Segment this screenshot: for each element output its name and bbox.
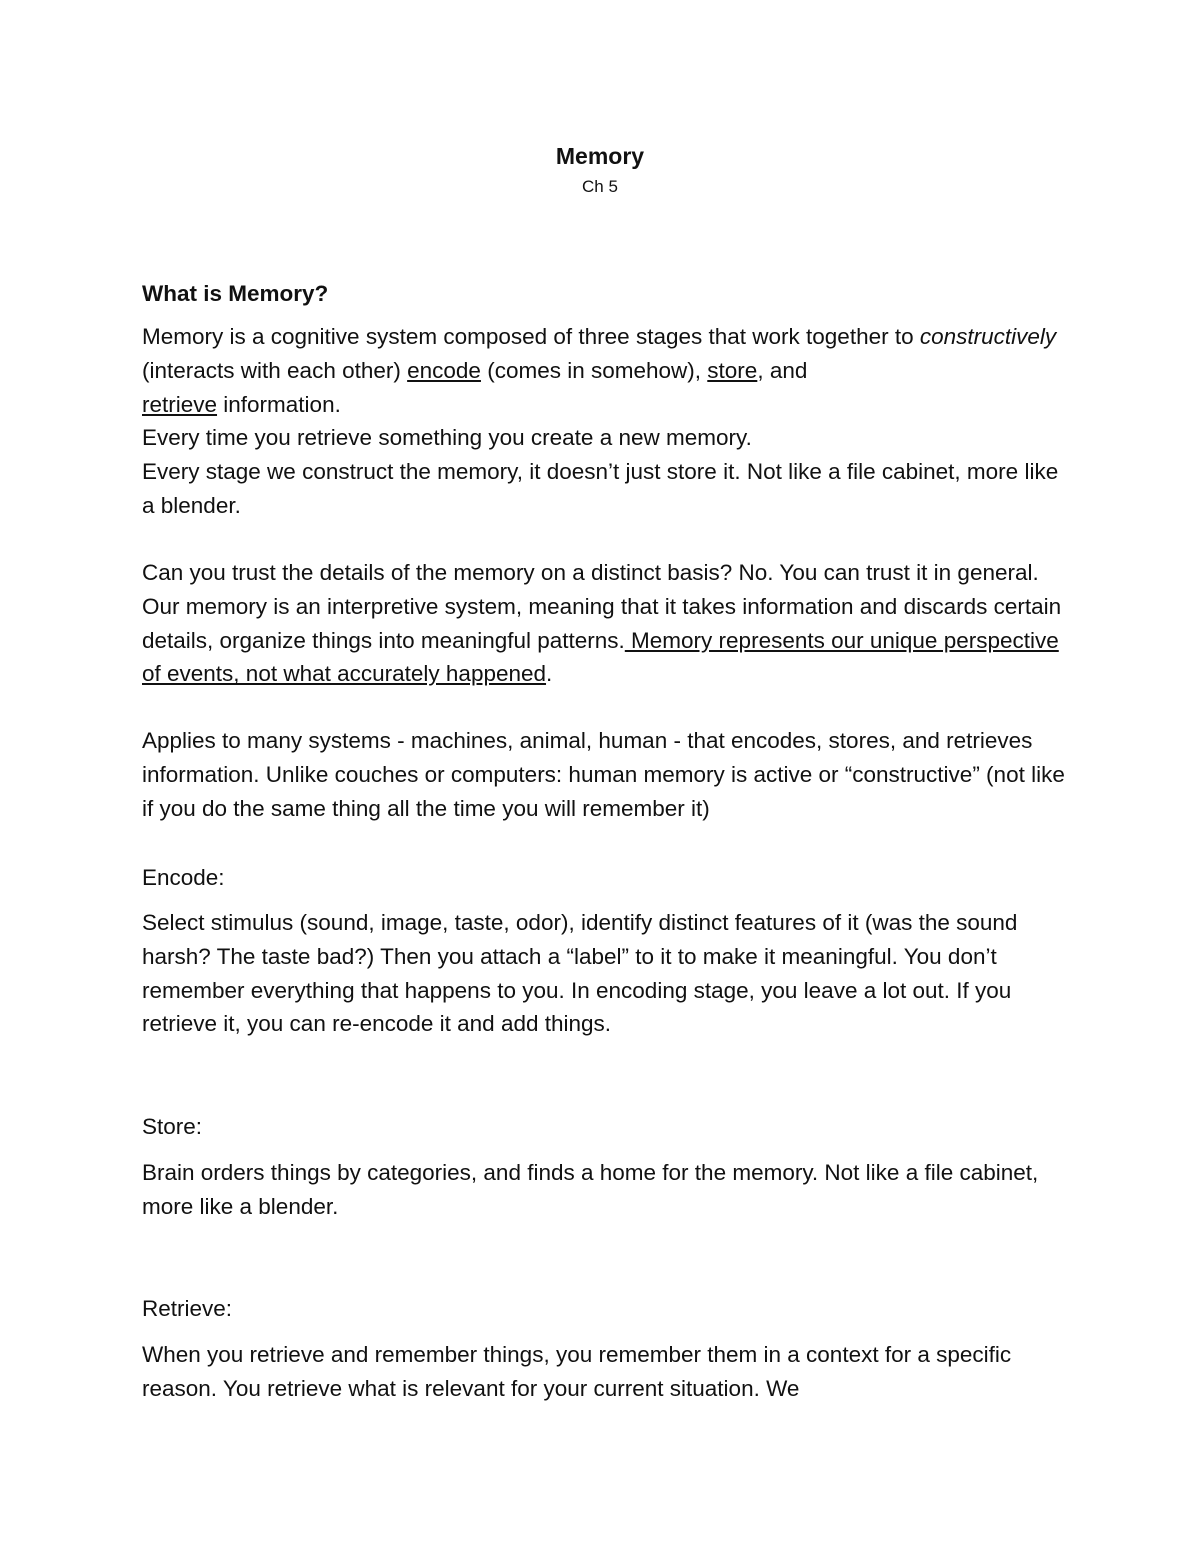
applies-paragraph: Applies to many systems - machines, animal, human - that encodes, stores, and retrieves information. Unlike couches or computers: human memory is active or “constructive” (not like if you do the same thing all the time you will remember it) <box>142 728 1065 821</box>
encode-label: Encode: <box>142 865 225 890</box>
trust-text: Can you trust the details of the memory on a distinct basis? No. You can trust it in general. Our memory is an interpretive system, meaning that it takes information and discards certain details, organize things into meaningful patterns. <box>142 560 1062 653</box>
trust-paragraph <box>142 556 1072 691</box>
encode-paragraph: Select stimulus (sound, image, taste, odor), identify distinct features of it (was the sound harsh? The taste bad?) Then you attach a “label” to it to make it meaningful. You don’t remember everything that happens to you. In encoding stage, you leave a lot out. If you retrieve it, you can re-encode it and add things. <box>142 910 1018 1037</box>
retrieve-label: Retrieve: <box>142 1296 233 1321</box>
intro-text-5: information. <box>217 391 341 417</box>
intro-text-4: , and <box>757 357 808 383</box>
intro-line-2: Every time you retrieve something you create a new memory. <box>142 425 752 451</box>
encode-term: encode <box>407 357 481 383</box>
intro-text-1: Memory is a cognitive system composed of three stages that work together to <box>142 324 920 349</box>
trust-underlined-text: Memory represents our unique perspective of events, not what accurately happened <box>142 627 1059 687</box>
constructively-term: constructively <box>919 324 1057 349</box>
document-title: Memory <box>555 143 645 169</box>
intro-text-3: (comes in somehow), <box>480 357 708 383</box>
document-subtitle: Ch 5 <box>582 177 618 196</box>
intro-paragraph <box>142 320 1072 523</box>
retrieve-term: retrieve <box>142 391 218 417</box>
intro-text-2: (interacts with each other) <box>142 357 408 383</box>
section-heading: What is Memory? <box>142 281 329 306</box>
intro-line-3: Every stage we construct the memory, it doesn’t just store it. Not like a file cabinet, more like a blender. <box>142 459 1059 518</box>
store-label: Store: <box>142 1114 203 1139</box>
store-term: store <box>707 357 758 383</box>
trust-period: . <box>546 661 553 687</box>
retrieve-paragraph: When you retrieve and remember things, you remember them in a context for a specific reason. You retrieve what is relevant for your current situation. We <box>142 1342 1012 1401</box>
store-paragraph: Brain orders things by categories, and finds a home for the memory. Not like a file cabinet, more like a blender. <box>142 1160 1039 1219</box>
